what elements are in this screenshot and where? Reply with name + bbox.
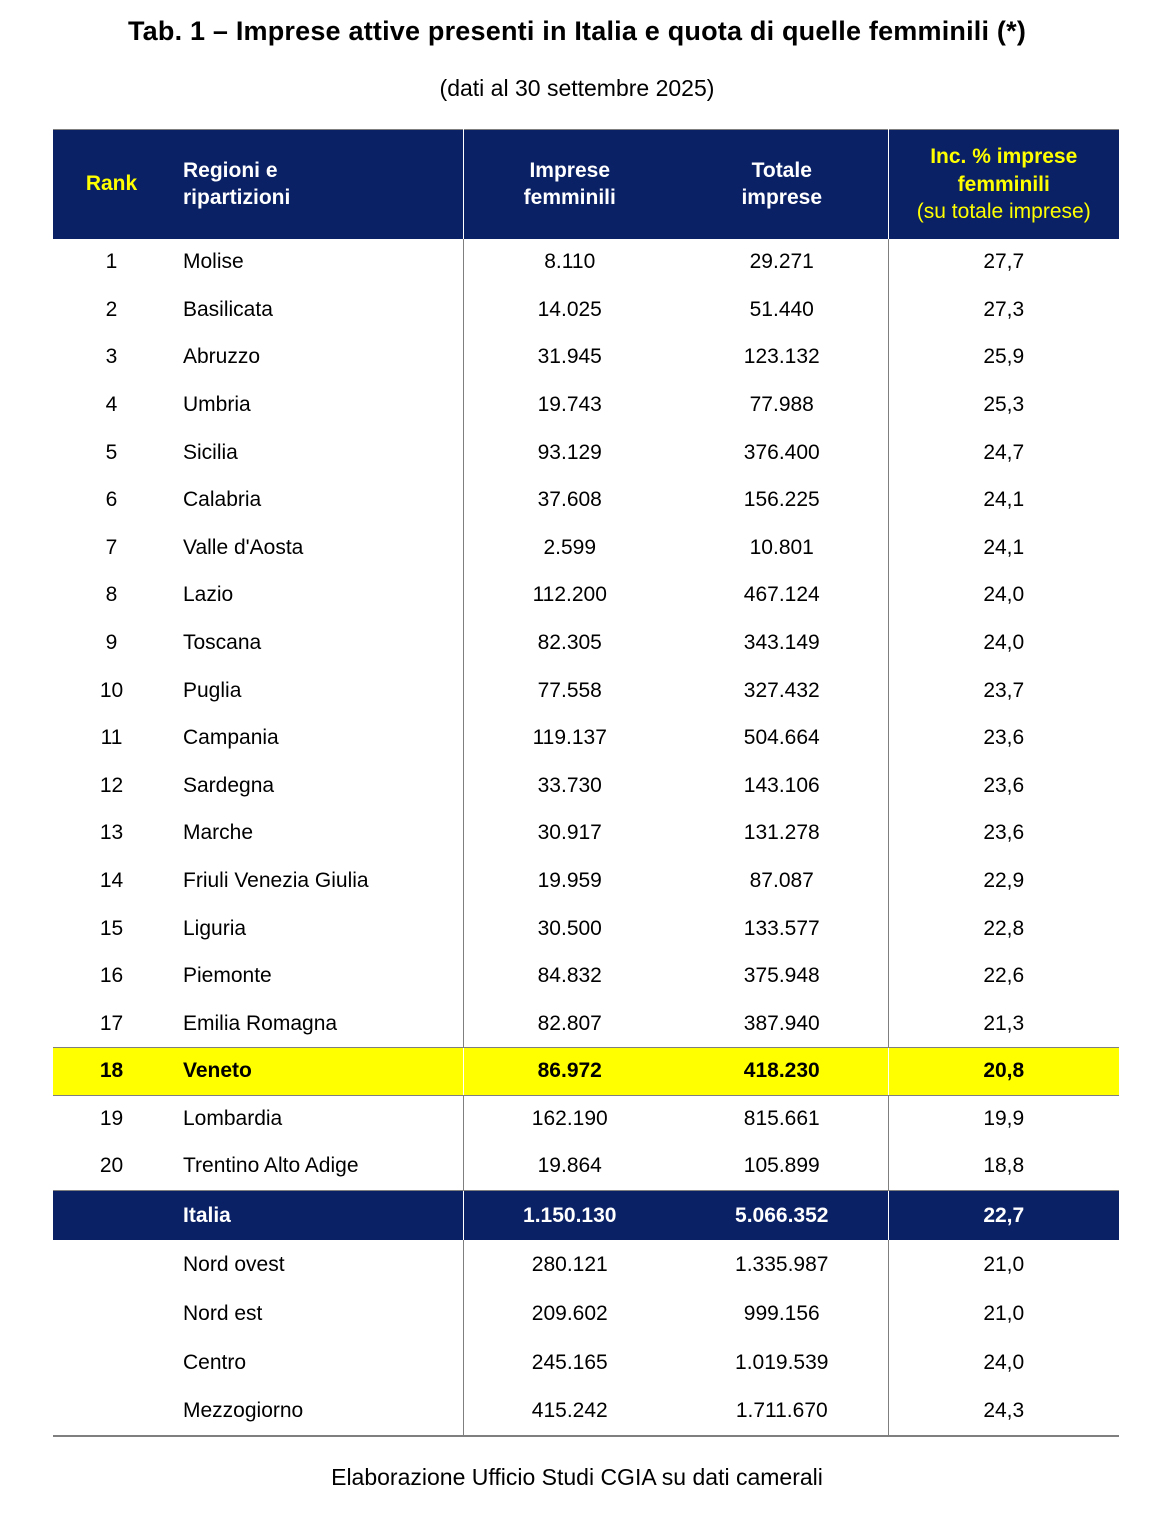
- inc-percent-cell: 18,8: [888, 1143, 1119, 1191]
- inc-percent-cell: 21,0: [888, 1289, 1119, 1338]
- inc-percent-cell: 27,3: [888, 286, 1119, 334]
- source-note: Elaborazione Ufficio Studi CGIA su dati camerali: [331, 1464, 823, 1491]
- region-cell: Sicilia: [170, 429, 463, 477]
- inc-percent-cell: 24,0: [888, 619, 1119, 667]
- inc-percent-cell: 21,3: [888, 1000, 1119, 1048]
- totale-imprese-cell: 327.432: [676, 667, 888, 715]
- imprese-femminili-cell: 209.602: [463, 1289, 676, 1338]
- region-cell: Puglia: [170, 667, 463, 715]
- table-row-highlighted: [53, 1048, 1119, 1096]
- imprese-femminili-cell: 30.500: [463, 905, 676, 953]
- table-row: [53, 952, 1119, 1000]
- region-cell: Lombardia: [170, 1095, 463, 1143]
- region-cell: Piemonte: [170, 952, 463, 1000]
- table-header-row: [53, 130, 1119, 239]
- table-row: [53, 1095, 1119, 1143]
- imprese-femminili-cell: 14.025: [463, 286, 676, 334]
- table-row: [53, 667, 1119, 715]
- rank-cell: 1: [53, 239, 170, 287]
- inc-percent-cell: 24,0: [888, 572, 1119, 620]
- totale-imprese-cell: 1.711.670: [676, 1387, 888, 1436]
- inc-percent-cell: 22,9: [888, 857, 1119, 905]
- col-header-inc-line1: Inc. % imprese: [930, 145, 1078, 169]
- region-cell: Lazio: [170, 572, 463, 620]
- table-row: [53, 810, 1119, 858]
- table-row: [53, 381, 1119, 429]
- rank-cell: 7: [53, 524, 170, 572]
- totale-imprese-cell: 29.271: [676, 239, 888, 287]
- totale-imprese-cell: 10.801: [676, 524, 888, 572]
- totale-imprese-cell: 123.132: [676, 334, 888, 382]
- imprese-femminili-cell: 93.129: [463, 429, 676, 477]
- totale-imprese-cell: 131.278: [676, 810, 888, 858]
- table-row: [53, 524, 1119, 572]
- region-cell: Veneto: [170, 1048, 463, 1096]
- table-row: [53, 476, 1119, 524]
- rank-cell: 15: [53, 905, 170, 953]
- inc-percent-cell: 23,6: [888, 762, 1119, 810]
- imprese-femminili-cell: 37.608: [463, 476, 676, 524]
- rank-cell: 13: [53, 810, 170, 858]
- imprese-femminili-cell: 84.832: [463, 952, 676, 1000]
- rank-cell: 6: [53, 476, 170, 524]
- totale-imprese-cell: 105.899: [676, 1143, 888, 1191]
- imprese-femminili-cell: 19.959: [463, 857, 676, 905]
- totale-imprese-cell: 1.335.987: [676, 1240, 888, 1289]
- imprese-femminili-cell: 1.150.130: [463, 1190, 676, 1240]
- rank-cell: [53, 1289, 170, 1338]
- totale-imprese-cell: 467.124: [676, 572, 888, 620]
- region-cell: Valle d'Aosta: [170, 524, 463, 572]
- totale-imprese-cell: 999.156: [676, 1289, 888, 1338]
- rank-cell: [53, 1240, 170, 1289]
- table-row: [53, 286, 1119, 334]
- col-header-rank-label: Rank: [85, 172, 138, 196]
- totale-imprese-cell: 387.940: [676, 1000, 888, 1048]
- rank-cell: 10: [53, 667, 170, 715]
- inc-percent-cell: 23,7: [888, 667, 1119, 715]
- totale-imprese-cell: 156.225: [676, 476, 888, 524]
- table-row: [53, 1143, 1119, 1191]
- rank-cell: 5: [53, 429, 170, 477]
- totale-imprese-cell: 143.106: [676, 762, 888, 810]
- inc-percent-cell: 25,9: [888, 334, 1119, 382]
- inc-percent-cell: 24,1: [888, 524, 1119, 572]
- region-cell: Basilicata: [170, 286, 463, 334]
- totale-imprese-cell: 376.400: [676, 429, 888, 477]
- totale-imprese-cell: 87.087: [676, 857, 888, 905]
- col-header-femminili-line2: femminili: [523, 186, 616, 210]
- region-cell: Italia: [170, 1190, 463, 1240]
- rank-cell: 19: [53, 1095, 170, 1143]
- imprese-femminili-cell: 415.242: [463, 1387, 676, 1436]
- rank-cell: 18: [53, 1048, 170, 1096]
- table-row-ripartizione: [53, 1338, 1119, 1387]
- totale-imprese-cell: 343.149: [676, 619, 888, 667]
- imprese-femminili-cell: 280.121: [463, 1240, 676, 1289]
- imprese-femminili-cell: 119.137: [463, 714, 676, 762]
- table-row: [53, 714, 1119, 762]
- region-cell: Sardegna: [170, 762, 463, 810]
- table-body: [53, 239, 1119, 1437]
- table-row: [53, 619, 1119, 667]
- region-cell: Trentino Alto Adige: [170, 1143, 463, 1191]
- rank-cell: 17: [53, 1000, 170, 1048]
- rank-cell: 2: [53, 286, 170, 334]
- region-cell: Toscana: [170, 619, 463, 667]
- col-header-inc-line2: femminili: [957, 172, 1050, 196]
- region-cell: Calabria: [170, 476, 463, 524]
- table-row: [53, 1000, 1119, 1048]
- inc-percent-cell: 23,6: [888, 714, 1119, 762]
- totale-imprese-cell: 418.230: [676, 1048, 888, 1096]
- table-row: [53, 334, 1119, 382]
- imprese-femminili-cell: 86.972: [463, 1048, 676, 1096]
- col-header-totale-imprese: [676, 130, 888, 239]
- table-row: [53, 905, 1119, 953]
- table-row: [53, 429, 1119, 477]
- col-header-inc-percent: [888, 130, 1119, 239]
- inc-percent-cell: 22,8: [888, 905, 1119, 953]
- table-row-italia-total: [53, 1190, 1119, 1240]
- imprese-femminili-cell: 2.599: [463, 524, 676, 572]
- rank-cell: 12: [53, 762, 170, 810]
- page-subtitle: (dati al 30 settembre 2025): [439, 75, 715, 101]
- inc-percent-cell: 23,6: [888, 810, 1119, 858]
- col-header-imprese-femminili: [463, 130, 676, 239]
- totale-imprese-cell: 5.066.352: [676, 1190, 888, 1240]
- region-cell: Nord est: [170, 1289, 463, 1338]
- totale-imprese-cell: 1.019.539: [676, 1338, 888, 1387]
- inc-percent-cell: 24,0: [888, 1338, 1119, 1387]
- col-header-region-line1: Regioni e: [183, 158, 278, 182]
- totale-imprese-cell: 504.664: [676, 714, 888, 762]
- imprese-femminili-cell: 33.730: [463, 762, 676, 810]
- totale-imprese-cell: 77.988: [676, 381, 888, 429]
- region-cell: Campania: [170, 714, 463, 762]
- inc-percent-cell: 20,8: [888, 1048, 1119, 1096]
- rank-cell: 16: [53, 952, 170, 1000]
- totale-imprese-cell: 133.577: [676, 905, 888, 953]
- totale-imprese-cell: 815.661: [676, 1095, 888, 1143]
- imprese-femminili-cell: 82.305: [463, 619, 676, 667]
- region-cell: Abruzzo: [170, 334, 463, 382]
- rank-cell: 8: [53, 572, 170, 620]
- col-header-femminili-line1: Imprese: [529, 158, 611, 182]
- imprese-femminili-cell: 19.743: [463, 381, 676, 429]
- region-cell: Umbria: [170, 381, 463, 429]
- imprese-femminili-table: [53, 129, 1119, 1437]
- table-row: [53, 762, 1119, 810]
- imprese-femminili-cell: 30.917: [463, 810, 676, 858]
- page-title: Tab. 1 – Imprese attive presenti in Italia e quota di quelle femminili (*): [127, 16, 1027, 46]
- region-cell: Molise: [170, 239, 463, 287]
- col-header-inc-line3: (su totale imprese): [916, 199, 1091, 223]
- region-cell: Centro: [170, 1338, 463, 1387]
- inc-percent-cell: 24,7: [888, 429, 1119, 477]
- rank-cell: [53, 1338, 170, 1387]
- table-row: [53, 572, 1119, 620]
- rank-cell: [53, 1190, 170, 1240]
- table-row: [53, 239, 1119, 287]
- imprese-femminili-cell: 82.807: [463, 1000, 676, 1048]
- inc-percent-cell: 27,7: [888, 239, 1119, 287]
- rank-cell: 4: [53, 381, 170, 429]
- inc-percent-cell: 24,1: [888, 476, 1119, 524]
- inc-percent-cell: 21,0: [888, 1240, 1119, 1289]
- region-cell: Liguria: [170, 905, 463, 953]
- table-row-ripartizione: [53, 1387, 1119, 1436]
- imprese-femminili-cell: 162.190: [463, 1095, 676, 1143]
- totale-imprese-cell: 51.440: [676, 286, 888, 334]
- imprese-femminili-cell: 245.165: [463, 1338, 676, 1387]
- inc-percent-cell: 25,3: [888, 381, 1119, 429]
- region-cell: Friuli Venezia Giulia: [170, 857, 463, 905]
- report-page: [0, 16, 1154, 1491]
- region-cell: Mezzogiorno: [170, 1387, 463, 1436]
- col-header-region-line2: ripartizioni: [183, 186, 291, 210]
- imprese-femminili-cell: 8.110: [463, 239, 676, 287]
- region-cell: Emilia Romagna: [170, 1000, 463, 1048]
- table-row: [53, 857, 1119, 905]
- col-header-totale-line2: imprese: [741, 186, 823, 210]
- inc-percent-cell: 22,6: [888, 952, 1119, 1000]
- inc-percent-cell: 19,9: [888, 1095, 1119, 1143]
- table-row-ripartizione: [53, 1240, 1119, 1289]
- rank-cell: 14: [53, 857, 170, 905]
- region-cell: Nord ovest: [170, 1240, 463, 1289]
- inc-percent-cell: 24,3: [888, 1387, 1119, 1436]
- rank-cell: 9: [53, 619, 170, 667]
- col-header-rank: [53, 130, 170, 239]
- imprese-femminili-cell: 31.945: [463, 334, 676, 382]
- col-header-region: [170, 130, 463, 239]
- rank-cell: 3: [53, 334, 170, 382]
- region-cell: Marche: [170, 810, 463, 858]
- totale-imprese-cell: 375.948: [676, 952, 888, 1000]
- imprese-femminili-cell: 19.864: [463, 1143, 676, 1191]
- rank-cell: 11: [53, 714, 170, 762]
- rank-cell: 20: [53, 1143, 170, 1191]
- col-header-totale-line1: Totale: [751, 158, 812, 182]
- imprese-femminili-cell: 77.558: [463, 667, 676, 715]
- table-row-ripartizione: [53, 1289, 1119, 1338]
- imprese-femminili-cell: 112.200: [463, 572, 676, 620]
- rank-cell: [53, 1387, 170, 1436]
- table-header: [53, 130, 1119, 239]
- inc-percent-cell: 22,7: [888, 1190, 1119, 1240]
